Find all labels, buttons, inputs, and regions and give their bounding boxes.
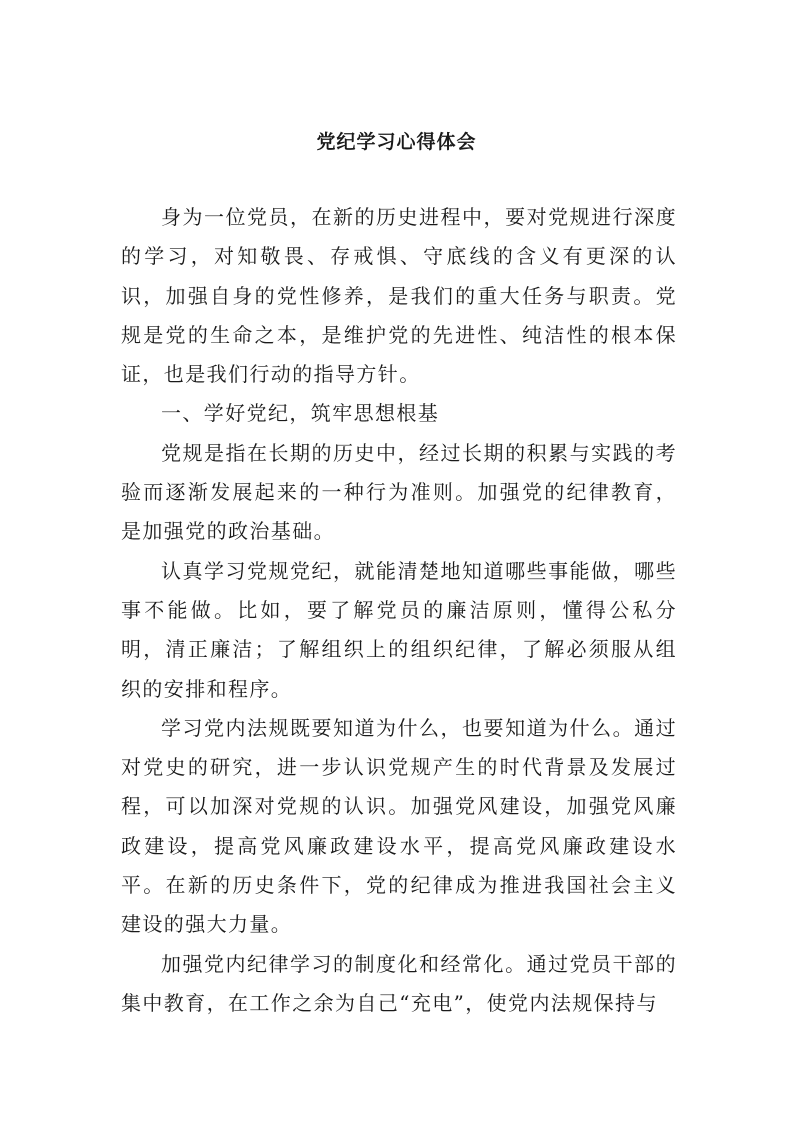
paragraph-intro: 身为一位党员，在新的历史进程中，要对党规进行深度的学习，对知敬畏、存戒惧、守底线的含义有更深的认识，加强自身的党性修养，是我们的重大任务与职责。党规是党的生命之本，是维护党的先进性、纯洁性的根本保证，也是我们行动的指导方针。: [121, 205, 677, 387]
paragraph: 学习党内法规既要知道为什么，也要知道为什么。通过对党史的研究，进一步认识党规产生的时代背景及发展过程，可以加深对党规的认识。加强党风建设，加强党风廉政建设，提高党风廉政建设水平，提高党风廉政建设水平。在新的历史条件下，党的纪律成为推进我国社会主义建设的强大力量。: [121, 715, 677, 937]
paragraph: 认真学习党规党纪，就能清楚地知道哪些事能做，哪些事不能做。比如，要了解党员的廉洁原则，懂得公私分明，清正廉洁；了解组织上的组织纪律，了解必须服从组织的安排和程序。: [121, 558, 677, 701]
section-heading-1: 一、学好党纪，筑牢思想根基: [161, 401, 440, 426]
document-body: [121, 198, 677, 1023]
paragraph: 党规是指在长期的历史中，经过长期的积累与实践的考验而逐渐发展起来的一种行为准则。加强党的纪律教育，是加强党的政治基础。: [121, 440, 677, 544]
paragraph: 加强党内纪律学习的制度化和经常化。通过党员干部的集中教育，在工作之余为自己“充电”，使党内法规保持与: [121, 951, 677, 1015]
document-title: 党纪学习心得体会: [316, 131, 477, 153]
